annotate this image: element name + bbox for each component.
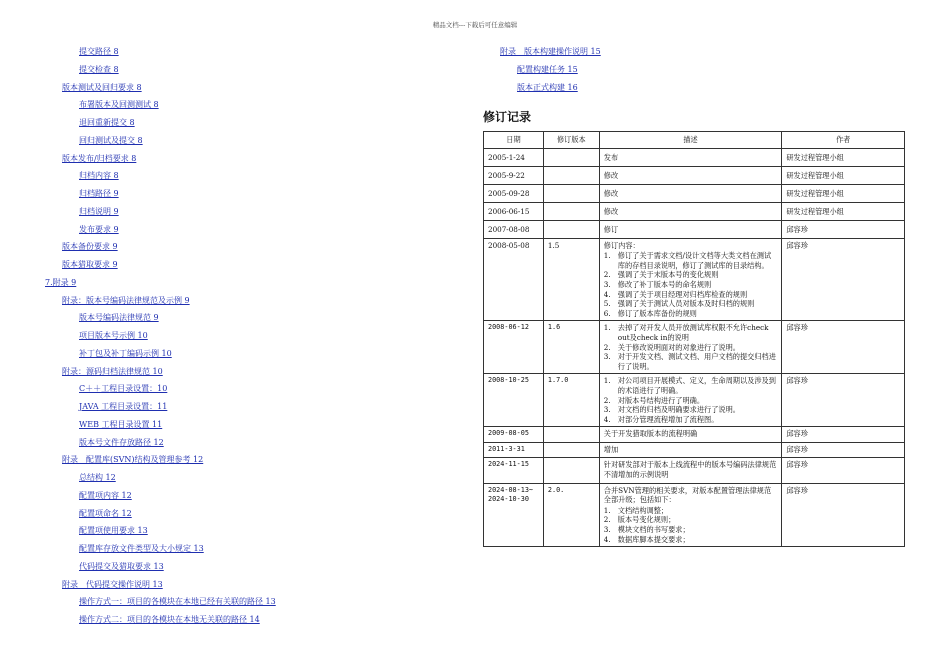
toc-entry <box>79 331 148 341</box>
toc-link[interactable]: 附录 配置库(SVN)结构及管理参考 12 <box>62 455 204 465</box>
list-text: 对文档的归档及明确要求进行了说明。 <box>617 405 740 415</box>
toc-link[interactable]: 配置项命名 12 <box>79 508 132 518</box>
list-item <box>604 270 778 280</box>
cell-version <box>543 166 599 184</box>
toc-link[interactable]: 归档路径 9 <box>79 189 119 198</box>
toc-link[interactable]: 归档内容 8 <box>79 171 119 181</box>
list-number: 4. <box>603 534 611 544</box>
toc-link[interactable]: 退回重新提交 8 <box>79 118 135 127</box>
cell-author: 邱容珍 <box>782 238 905 321</box>
list-item <box>604 343 778 353</box>
toc-entry <box>62 242 118 252</box>
description-lead: 合并SVN管理的相关要求，对版本配置管理法律规范全部升级；包括如下： <box>603 485 772 505</box>
cell-version: 2.0. <box>543 483 599 547</box>
revision-title: 修订记录 <box>483 110 532 124</box>
list-number: 1. <box>603 251 611 261</box>
list-number: 1. <box>603 323 611 333</box>
toc-link[interactable]: 总结构 12 <box>79 473 116 482</box>
cell-description <box>599 442 782 458</box>
description-lead: 针对研发部对于版本上线流程中的版本号编码法律规范不清增加的示例说明 <box>603 460 777 480</box>
toc-entry <box>79 526 148 536</box>
list-item <box>604 506 778 516</box>
list-item <box>604 280 778 290</box>
toc-link[interactable]: 操作方式一：项目的各模块在本地已经有关联的路径 13 <box>79 597 276 607</box>
toc-link[interactable]: 配置项内容 12 <box>79 490 132 500</box>
table-row <box>484 184 905 202</box>
list-text: 关于修改说明面对的对象进行了说明。 <box>617 342 740 352</box>
list-number: 2. <box>603 270 611 280</box>
list-text: 对版本号结构进行了明确。 <box>617 395 705 405</box>
table-row <box>484 442 905 458</box>
list-item <box>604 415 778 425</box>
cell-version <box>543 184 599 202</box>
toc-link[interactable]: 配置库存放文件类型及大小规定 13 <box>79 544 204 553</box>
cell-description <box>599 220 782 238</box>
list-text: 版本号变化规则； <box>617 515 676 525</box>
toc-link[interactable]: 版本发布/归档要求 8 <box>62 153 137 163</box>
toc-link[interactable]: 附录：版本号编码法律规范及示例 9 <box>62 295 190 305</box>
toc-entry <box>79 420 162 430</box>
toc-link[interactable]: 版本备份要求 9 <box>62 242 118 252</box>
list-text: 对公司项目开展模式、定义，生命周期以及涉及到的术语进行了明确。 <box>617 376 776 395</box>
header-author: 作者 <box>782 132 905 149</box>
description-list <box>604 251 778 318</box>
header-date: 日期 <box>484 132 544 149</box>
list-text: 强调了关于末版本号的变化规则 <box>617 270 719 280</box>
list-item <box>604 309 778 319</box>
toc-entry <box>62 455 203 465</box>
list-number: 5. <box>603 299 611 309</box>
list-number: 3. <box>603 405 611 415</box>
toc-entry <box>79 189 119 199</box>
toc-entry <box>79 615 260 625</box>
table-row <box>484 321 905 374</box>
description-lead: 修订内容： <box>603 240 640 250</box>
cell-description <box>599 458 782 483</box>
cell-date: 2024-11-15 <box>484 458 544 483</box>
toc-link[interactable]: 附录：源码归档法律规范 10 <box>62 366 163 376</box>
cell-date: 2008-06-12 <box>484 321 544 374</box>
description-lead: 增加 <box>603 444 619 454</box>
cell-author: 邱容珍 <box>782 220 905 238</box>
list-item <box>604 323 778 342</box>
cell-version <box>543 427 599 443</box>
page-header-note: 精品文档---下载后可任意编辑 <box>432 21 518 29</box>
toc-entry <box>79 438 164 448</box>
cell-date: 2006-06-15 <box>484 202 544 220</box>
toc-entry <box>79 544 204 554</box>
cell-date: 2009-08-05 <box>484 427 544 443</box>
toc-entry <box>62 260 118 270</box>
list-number: 6. <box>603 308 611 318</box>
toc-link[interactable]: 提交检查 8 <box>79 64 119 74</box>
toc-link[interactable]: 提交路径 8 <box>79 47 119 56</box>
cell-version: 1.7.0 <box>543 374 599 427</box>
toc-entry <box>79 402 167 412</box>
cell-version <box>543 220 599 238</box>
list-item <box>604 535 778 545</box>
list-number: 2. <box>603 515 611 525</box>
toc-entry <box>79 171 119 181</box>
toc-entry <box>79 225 119 235</box>
cell-version <box>543 442 599 458</box>
cell-author: 研发过程管理小组 <box>782 166 905 184</box>
table-row <box>484 166 905 184</box>
list-text: 对部分管理流程增加了流程图。 <box>617 414 719 424</box>
cell-date: 2008-10-25 <box>484 374 544 427</box>
toc-entry <box>79 597 276 607</box>
header-version: 修订版本 <box>543 132 599 149</box>
toc-entry <box>79 313 159 323</box>
list-text: 修订了版本库备份的规则 <box>617 308 697 318</box>
table-row <box>484 238 905 321</box>
cell-author: 邱容珍 <box>782 483 905 547</box>
toc-entry <box>79 118 135 128</box>
list-number: 1. <box>603 376 611 386</box>
cell-description <box>599 184 782 202</box>
list-number: 2. <box>603 342 611 352</box>
cell-author: 邱容珍 <box>782 442 905 458</box>
toc-entry <box>79 136 143 146</box>
toc-link[interactable]: WEB 工程目录设置 11 <box>79 419 163 429</box>
toc-link[interactable]: 版本号编码法律规范 9 <box>79 313 159 323</box>
toc-link[interactable]: JAVA 工程目录设置：11 <box>79 402 168 411</box>
table-row <box>484 148 905 166</box>
description-lead: 关于开发猎取版本的流程明确 <box>603 429 698 439</box>
list-text: 强调了关于测试人员对版本及时归档的规则 <box>617 299 755 309</box>
list-number: 3. <box>603 525 611 535</box>
toc-entry <box>517 65 578 75</box>
cell-version: 1.5 <box>543 238 599 321</box>
description-lead: 修改 <box>603 206 619 216</box>
cell-date: 2005-09-28 <box>484 184 544 202</box>
revision-header-row <box>484 132 905 149</box>
date-range-start: 2024-08-13~ <box>488 485 534 494</box>
cell-description <box>599 427 782 443</box>
toc-link[interactable]: 操作方式二：项目的各模块在本地无关联的路径 14 <box>79 615 260 624</box>
cell-author: 邱容珍 <box>782 427 905 443</box>
toc-entry <box>500 47 601 57</box>
list-text: 数据库脚本提交要求； <box>617 534 690 544</box>
cell-version <box>543 202 599 220</box>
list-number: 4. <box>603 289 611 299</box>
toc-link[interactable]: 归档说明 9 <box>79 206 119 216</box>
toc-link[interactable]: 回归测试及提交 8 <box>79 135 143 145</box>
list-item <box>604 396 778 406</box>
toc-link[interactable]: 补丁包及补丁编码示例 10 <box>79 348 172 358</box>
cell-date <box>484 483 544 547</box>
list-item <box>604 290 778 300</box>
toc-link[interactable]: 版本正式构建 16 <box>517 82 578 92</box>
table-row <box>484 427 905 443</box>
table-row <box>484 374 905 427</box>
toc-entry <box>79 509 132 519</box>
list-text: 对于开发文档、测试文档、用户文档的提交归档进行了说明。 <box>617 352 776 371</box>
toc-link[interactable]: 配置项使用要求 13 <box>79 526 148 536</box>
list-text: 模块文档的书写要求； <box>617 525 690 535</box>
toc-entry <box>79 473 116 483</box>
cell-description <box>599 374 782 427</box>
cell-author: 邱容珍 <box>782 321 905 374</box>
toc-link[interactable]: C＋＋工程目录设置：10 <box>79 384 168 394</box>
list-item <box>604 251 778 270</box>
toc-entry <box>79 65 119 75</box>
toc-entry <box>79 47 119 57</box>
cell-version <box>543 148 599 166</box>
toc-entry <box>62 83 142 93</box>
cell-author: 邱容珍 <box>782 458 905 483</box>
toc-entry <box>62 367 163 377</box>
description-lead: 发布 <box>603 152 619 162</box>
toc-link[interactable]: 7.附录 9 <box>45 277 77 287</box>
list-text: 去掉了对开发人员开放测试库权限不允许check out及check in的说明 <box>617 323 769 342</box>
description-list <box>604 506 778 544</box>
cell-date: 2005-9-22 <box>484 166 544 184</box>
list-item <box>604 515 778 525</box>
list-item <box>604 299 778 309</box>
toc-entry <box>517 83 578 93</box>
toc-entry <box>79 349 172 359</box>
toc-entry <box>79 100 159 110</box>
cell-date: 2008-05-08 <box>484 238 544 321</box>
list-number: 4. <box>603 414 611 424</box>
list-item <box>604 352 778 371</box>
cell-version: 1.6 <box>543 321 599 374</box>
toc-link[interactable]: 配置构建任务 15 <box>517 64 578 74</box>
cell-description <box>599 238 782 321</box>
table-row <box>484 220 905 238</box>
cell-date: 2011-3-31 <box>484 442 544 458</box>
cell-description <box>599 483 782 547</box>
header-description: 描述 <box>599 132 782 149</box>
list-text: 文档结构调整； <box>617 505 669 515</box>
toc-link[interactable]: 附录 版本构建操作说明 15 <box>500 47 601 56</box>
revision-table <box>483 131 905 547</box>
toc-entry <box>79 207 119 217</box>
toc-entry <box>62 580 163 590</box>
description-list <box>604 376 778 424</box>
list-item <box>604 525 778 535</box>
cell-date: 2005-1-24 <box>484 148 544 166</box>
list-text: 强调了关于项目经理对归档库检查的规则 <box>617 289 748 299</box>
toc-entry <box>79 562 164 572</box>
description-list <box>604 323 778 371</box>
cell-description <box>599 321 782 374</box>
list-number: 1. <box>603 505 611 515</box>
list-text: 修订了关于需求文档/设计文档等大类文档在测试库的存档目录说明，修订了测试库的目录结构。 <box>617 251 772 270</box>
toc-link[interactable]: 发布要求 9 <box>79 224 119 234</box>
list-text: 修改了补丁版本号的命名规则 <box>617 279 712 289</box>
toc-link[interactable]: 布署版本及回测测试 8 <box>79 100 159 110</box>
list-number: 2. <box>603 395 611 405</box>
toc-entry <box>62 154 136 164</box>
toc-entry <box>79 491 132 501</box>
table-row <box>484 202 905 220</box>
description-lead: 修订 <box>603 224 619 234</box>
date-range-end: 2024-10-30 <box>488 495 529 504</box>
toc-link[interactable]: 项目版本号示例 10 <box>79 331 148 340</box>
cell-description <box>599 148 782 166</box>
toc-link[interactable]: 版本测试及回归要求 8 <box>62 82 142 92</box>
list-number: 3. <box>603 352 611 362</box>
list-item <box>604 376 778 395</box>
toc-link[interactable]: 代码提交及猎取要求 13 <box>79 561 164 571</box>
cell-description <box>599 166 782 184</box>
toc-link[interactable]: 版本号文件存放路径 12 <box>79 437 164 447</box>
toc-entry <box>79 384 167 394</box>
cell-author: 研发过程管理小组 <box>782 202 905 220</box>
cell-version <box>543 458 599 483</box>
description-lead: 修改 <box>603 170 619 180</box>
cell-date: 2007-08-08 <box>484 220 544 238</box>
toc-link[interactable]: 附录 代码提交操作说明 13 <box>62 579 163 589</box>
table-row <box>484 483 905 547</box>
list-number: 3. <box>603 279 611 289</box>
toc-entry <box>62 296 190 306</box>
list-item <box>604 405 778 415</box>
cell-description <box>599 202 782 220</box>
table-row <box>484 458 905 483</box>
cell-author: 研发过程管理小组 <box>782 184 905 202</box>
cell-author: 研发过程管理小组 <box>782 148 905 166</box>
toc-entry <box>45 278 76 288</box>
cell-author: 邱容珍 <box>782 374 905 427</box>
toc-link[interactable]: 版本猎取要求 9 <box>62 260 118 269</box>
description-lead: 修改 <box>603 188 619 198</box>
